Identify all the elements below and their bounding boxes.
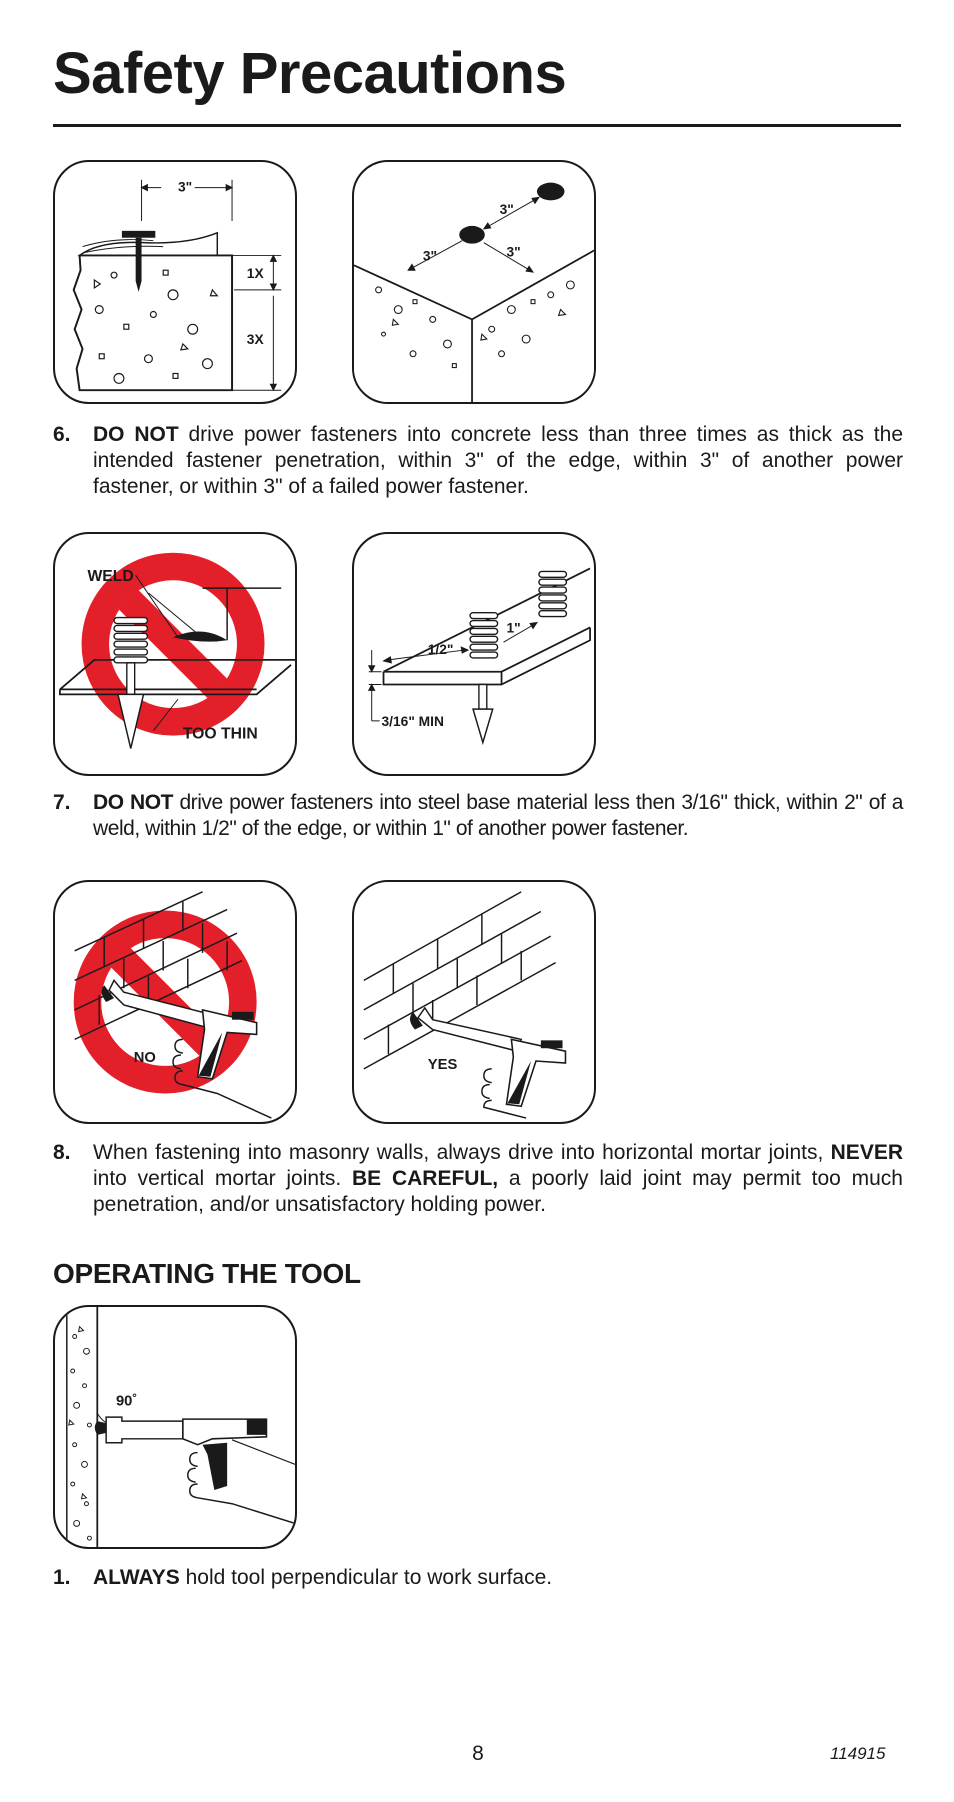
distance-label-1: 3": [499, 202, 514, 218]
perpendicular-illustration: [55, 1307, 295, 1547]
yes-label: YES: [427, 1056, 458, 1073]
item-number: 6.: [53, 423, 71, 446]
item-body: hold tool perpendicular to work surface.: [179, 1566, 553, 1589]
figure-concrete-thickness: [53, 160, 297, 404]
document-code: 114915: [830, 1744, 886, 1763]
masonry-yes-illustration: [354, 882, 594, 1122]
item-body: into vertical mortar joints.: [93, 1167, 353, 1190]
min-thickness-label: 3/16" MIN: [381, 713, 444, 729]
spacing-label: 3": [177, 179, 193, 195]
item-text: [93, 1140, 903, 1218]
steel-no-illustration: [55, 534, 295, 774]
item-text: [93, 790, 903, 842]
masonry-no-illustration: [55, 882, 295, 1122]
edge-label: 1/2": [427, 642, 454, 657]
item-7: [53, 790, 903, 846]
item-number: 1.: [53, 1566, 71, 1589]
figure-steel-no: [53, 532, 297, 776]
item-1: [53, 1565, 903, 1595]
penetration-label: 1X: [246, 266, 264, 282]
figure-masonry-no: [53, 880, 297, 1124]
figure-concrete-edge: [352, 160, 596, 404]
item-emphasis: NEVER: [830, 1141, 903, 1164]
figure-perpendicular: [53, 1305, 297, 1549]
page-title: Safety Precautions: [53, 41, 567, 106]
concrete-thickness-illustration: [55, 162, 295, 402]
item-text: [93, 1565, 903, 1591]
item-number: 7.: [53, 791, 71, 814]
concrete-edge-illustration: [354, 162, 594, 402]
item-body: a poorly laid joint may permit too much penetration, and/or unsatisfactory holding power.: [93, 1167, 903, 1216]
figure-steel-yes: [352, 532, 596, 776]
figure-masonry-yes: [352, 880, 596, 1124]
distance-label-2: 3": [422, 248, 438, 264]
steel-yes-illustration: [354, 534, 594, 774]
item-text: [93, 422, 903, 500]
no-label: NO: [133, 1050, 156, 1066]
item-body: drive power fasteners into steel base material less then 3/16" thick, within 2" of a weld, within 1/2" of the edge, or within 1" of another power fastener.: [93, 791, 903, 840]
spacing-label: 1": [506, 620, 521, 636]
item-lead: ALWAYS: [93, 1566, 180, 1589]
item-lead: DO NOT: [93, 423, 179, 446]
item-lead: DO NOT: [93, 791, 174, 814]
too-thin-label: TOO THIN: [182, 725, 258, 743]
item-6: [53, 422, 903, 502]
item-body: When fastening into masonry walls, always drive into horizontal mortar joints,: [93, 1141, 831, 1164]
section-heading: OPERATING THE TOOL: [53, 1258, 361, 1289]
distance-label-3: 3": [506, 244, 521, 260]
item-emphasis: BE CAREFUL,: [352, 1167, 499, 1190]
item-body: drive power fasteners into concrete less than three times as thick as the intended fastener penetration, within 3" of the edge, within 3" of another power fastener, or within 3" of a failed power fastener.: [93, 423, 903, 498]
title-rule: [53, 124, 901, 127]
page-number: 8: [472, 1742, 484, 1765]
item-number: 8.: [53, 1141, 71, 1164]
thickness-label: 3X: [246, 331, 264, 347]
weld-label: WELD: [87, 568, 134, 586]
angle-label: 90˚: [115, 1393, 138, 1410]
item-8: [53, 1140, 903, 1220]
